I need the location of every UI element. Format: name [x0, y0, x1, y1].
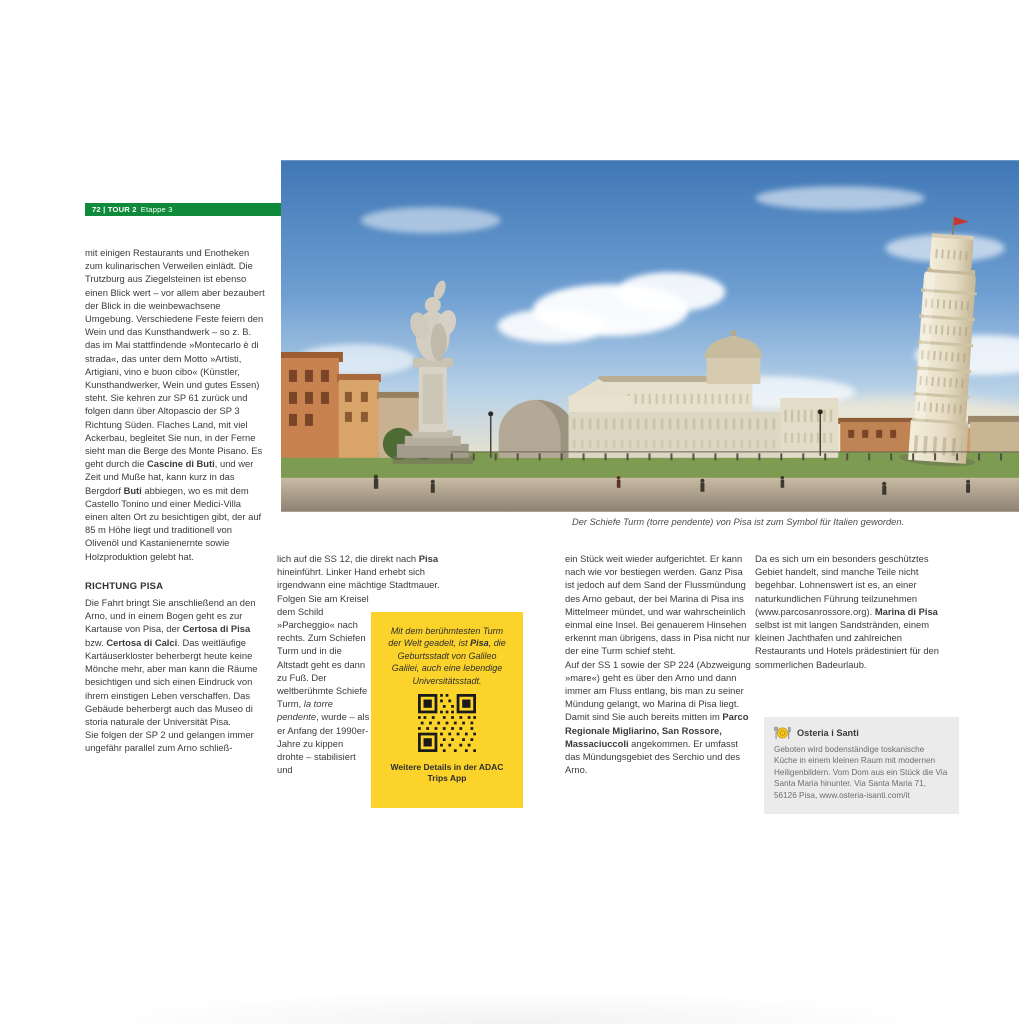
paragraph: Auf der SS 1 sowie der SP 224 (Abzweigung »mare«) geht es über den Arno und dann immer am Fluss entlang, bis man zu seiner Mündung gelangt, wo Marina di Pisa liegt. Damit sind Sie auch bereits mitten im Parco Regionale Migliarino, San Rossore, Massaciuccoli angekommen. Er umfasst das Mündungsgebiet des Serchio und des Arno. [565, 658, 751, 776]
restaurant-plate-icon [774, 726, 791, 740]
paragraph: Sie folgen der SP 2 und gelangen immer ungefähr parallel zum Arno schließ- [85, 729, 254, 754]
restaurant-tip-box [764, 717, 959, 814]
paragraph-beside-infobox: Folgen Sie am Kreisel dem Schild »Parcheggio« nach rechts. Zum Schiefen Turm und in die Altstadt geht es dann zu Fuß. Der weltberühmte Schiefe Turm, la torre pendente, wurde – als er Anfang der 1990er-Jahre zu kippen drohte – stabilisiert und [277, 592, 370, 776]
page-bottom-shadow [0, 975, 1024, 1024]
photo-caption: Der Schiefe Turm (torre pendente) von Pisa ist zum Symbol für Italien geworden. [572, 517, 905, 527]
paragraph: ein Stück weit wieder aufgerichtet. Er kann nach wie vor bestiegen werden. Ganz Pisa ist jedoch auf dem Sand der Flussmündung des Arno gebaut, der bei Marina di Pisa ins Mittelmeer mündet, und war wahrscheinlich einmal eine Insel. Bei genauerem Hinsehen erkennt man übrigens, dass in Pisa nicht nur der eine Turm schief steht. [565, 553, 750, 657]
text-column-3 [565, 552, 752, 776]
text-column-1 [85, 246, 266, 755]
pavement [281, 478, 1019, 512]
text-column-4 [755, 552, 952, 671]
restaurant-tip-header [774, 726, 949, 740]
paragraph: Da es sich um ein besonders geschütztes Gebiet handelt, sind manche Teile nicht begehbar. Lohnenswert ist es, an einer naturkundlichen Führung teilzunehmen (www.parcosanrossore.org). Marina di Pisa selbst ist mit langen Sandstränden, einem kleinen Jachthafen und zahlreichen Restaurants und Hotels prädestiniert für den sommerlichen Badeurlaub. [755, 553, 939, 670]
restaurant-description: Geboten wird bodenständige toskanische Küche in einem kleinen Raum mit modernen Heiligenbildern. Vom Dom aus ein Stück die Via Santa Maria hinunter. Via Santa Maria 71, 56126 Pisa, www.osteria-isanti.com/it [774, 745, 948, 800]
etappe-label: Etappe 3 [140, 205, 173, 214]
pisa-photo [281, 160, 1019, 512]
paragraph: Die Fahrt bringt Sie anschließend an den Arno, und in einem Bogen geht es zur Kartause von Pisa, der Certosa di Pisa bzw. Certosa di Calci. Das weitläufige Kartäuserkloster beherbergt heute keine Mönche mehr, aber man kann die Räume besichtigen und sich einen Eindruck von ihrem einstigen Leben verschaffen. Das Gebäude beherbergt auch das Museo di storia naturale der Universität Pisa. [85, 597, 258, 727]
section-heading-richtung-pisa: RICHTUNG PISA [85, 580, 164, 592]
qr-code-icon [418, 694, 476, 752]
pisa-photo-illustration [281, 160, 1019, 512]
paragraph: lich auf die SS 12, die direkt nach Pisa hineinführt. Linker Hand erhebt sich irgendwann eine mächtige Stadtmauer. [277, 553, 440, 591]
paragraph: mit einigen Restaurants und Enotheken zum kulinarischen Verweilen einlädt. Die Trutzburg aus Ziegelsteinen ist ebenso einen Blick wert – vor allem aber bezaubert der Blick in die weinbewachsene Umgebung. Verschiedene Feste feiern den Wein und das Kunsthandwerk – so z. B. das im Mai stattfindende »Montecarlo è di strada«, das unter dem Motto »Artisti, Artigiani, vino e buon cibo« (Künstler, Kunsthandwerker, Wein und gutes Essen) steht. Sie kehren zur SP 61 zurück und folgen dann über Altopascio der SP 3 Richtung Süden. Flaches Land, mit viel Ackerbau, begleitet Sie nun, in der Ferne sieht man die Berge des Monte Pisano. Es geht durch die Cascine di Buti, und wer Zeit und Muße hat, kann kurz in das Bergdorf Buti abbiegen, wo es mit dem Castello Tonino und einer Medici-Villa einen alten Ort zu besichtigen gibt, der auf 85 m Höhe liegt und traditionell von Olivenöl und Kastanienernte sowie Holzproduktion gelebt hat. [85, 247, 265, 562]
adac-trips-infobox [371, 612, 523, 808]
page-header-bar [85, 203, 283, 216]
restaurant-name: Osteria i Santi [797, 728, 859, 738]
page-number-tour-label: 72 | TOUR 2 [92, 205, 137, 214]
infobox-text: Mit dem berühmtesten Turm der Welt geadelt, ist Pisa, die Geburtsstadt von Galileo Galilei, auch eine lebendige Universitätsstadt. [388, 626, 506, 686]
infobox-footer: Weitere Details in der ADAC Trips App [390, 762, 504, 783]
